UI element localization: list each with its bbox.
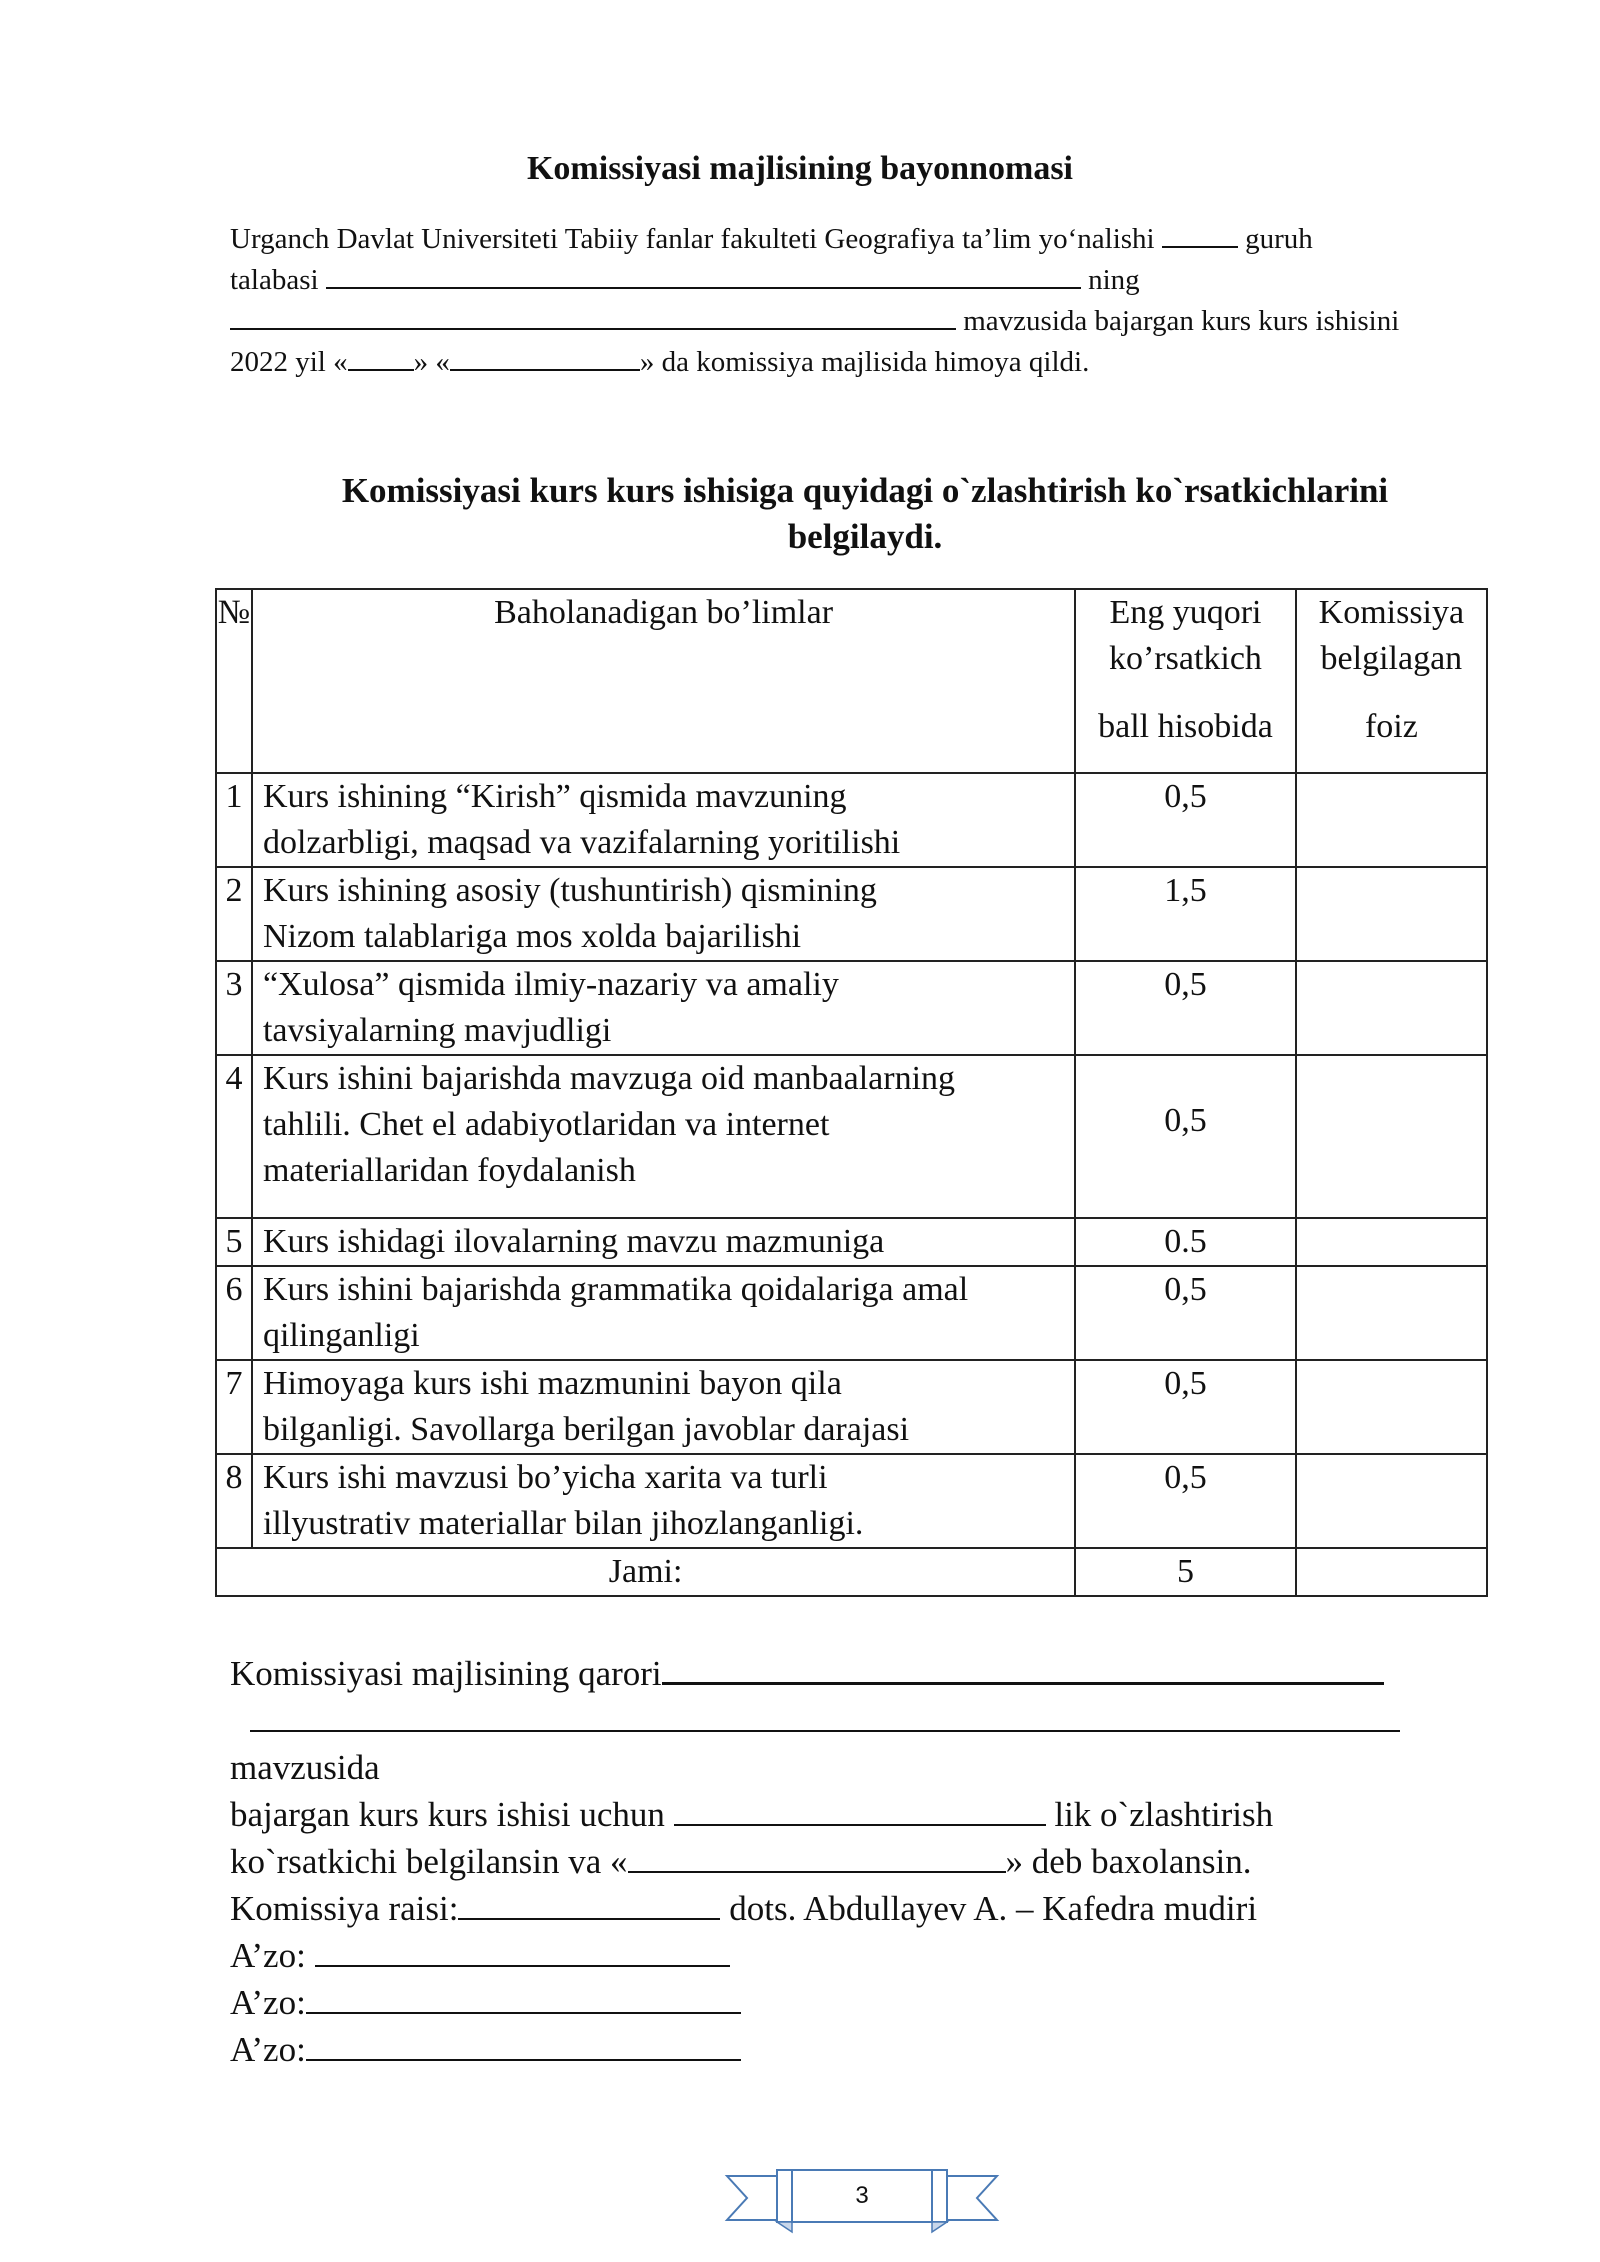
member-line-1: A’zo: [230, 1932, 1470, 1979]
decision-line-3: mavzusida [230, 1748, 380, 1787]
commission-cell [1296, 773, 1487, 867]
page-number: 3 [855, 2182, 869, 2209]
table-row: 8 Kurs ishi mavzusi bo’yicha xarita va turli illyustrativ materiallar bilan jihozlanganligi. 0,5 [216, 1454, 1487, 1548]
table-row: 3 “Xulosa” qismida ilmiy-nazariy va amaliy tavsiyalarning mavjudligi 0,5 [216, 961, 1487, 1055]
day-blank [348, 341, 414, 371]
assessment-table [215, 588, 1488, 1597]
commission-cell [1296, 1055, 1487, 1218]
intro-line-4: 2022 yil « » « » da komissiya majlisida himoya qildi. [230, 341, 1470, 382]
decision-line-1: Komissiyasi majlisining qarori [230, 1650, 1470, 1697]
student-name-blank [326, 259, 1081, 289]
table-row: 4 Kurs ishini bajarishda mavzuga oid manbaalarning tahlili. Chet el adabiyotlaridan va internet materiallaridan foydalanish 0,5 [216, 1055, 1487, 1218]
table-total-row [216, 1548, 1487, 1596]
table-row: 5 Kurs ishidagi ilovalarning mavzu mazmuniga 0.5 [216, 1218, 1487, 1266]
table-header-row [216, 589, 1487, 773]
topic-blank [230, 300, 956, 330]
decision-block [230, 1650, 1470, 2073]
grade-blank [628, 1843, 1006, 1873]
document-title: Komissiyasi majlisining bayonnomasi [526, 150, 1073, 187]
total-value: 5 [1075, 1548, 1296, 1596]
intro-line-3: mavzusida bajargan kurs kurs ishisini [230, 300, 1470, 341]
header-max-score: Eng yuqori ko’rsatkich ball hisobida [1075, 589, 1296, 773]
page-number-ribbon [722, 2162, 1002, 2234]
commission-total-cell [1296, 1548, 1487, 1596]
decision-line-6: Komissiya raisi: dots. Abdullayev A. – Kafedra mudiri [230, 1889, 1258, 1928]
table-row: 2 Kurs ishining asosiy (tushuntirish) qismining Nizom talablariga mos xolda bajarilishi 1,5 [216, 867, 1487, 961]
commission-cell [1296, 1454, 1487, 1548]
header-commission-percent: Komissiya belgilagan foiz [1296, 589, 1487, 773]
section-heading: Komissiyasi kurs kurs ishisiga quyidagi o`zlashtirish ko`rsatkichlarini belgilaydi. [341, 471, 1389, 556]
month-blank [450, 341, 640, 371]
decision-blank [662, 1654, 1384, 1685]
intro-line-2: talabasi ning [230, 259, 1470, 300]
group-blank [1162, 218, 1238, 248]
chair-signature-blank [458, 1890, 720, 1920]
commission-cell [1296, 1218, 1487, 1266]
header-number: № [216, 589, 252, 773]
header-sections: Baholanadigan bo’limlar [252, 589, 1075, 773]
member-line-2: A’zo: [230, 1979, 1470, 2026]
member-signature-blank [306, 1984, 741, 2014]
table-row: 7 Himoyaga kurs ishi mazmunini bayon qila bilganligi. Savollarga berilgan javoblar darajasi 0,5 [216, 1360, 1487, 1454]
decision-blank-2 [250, 1702, 1400, 1732]
total-label: Jami: [216, 1548, 1075, 1596]
member-signature-blank [315, 1937, 730, 1967]
table-row: 6 Kurs ishini bajarishda grammatika qoidalariga amal qilinganligi 0,5 [216, 1266, 1487, 1360]
decision-line-4: bajargan kurs kurs ishisi uchun lik o`zlashtirish [230, 1795, 1274, 1834]
table-row: 1 Kurs ishining “Kirish” qismida mavzuning dolzarbligi, maqsad va vazifalarning yoritilishi 0,5 [216, 773, 1487, 867]
commission-cell [1296, 961, 1487, 1055]
decision-line-5: ko`rsatkichi belgilansin va « » deb baxolansin. [230, 1842, 1252, 1881]
commission-cell [1296, 1266, 1487, 1360]
member-line-3: A’zo: [230, 2026, 1470, 2073]
percent-blank [674, 1796, 1046, 1826]
commission-cell [1296, 867, 1487, 961]
intro-line-1: Urganch Davlat Universiteti Tabiiy fanlar fakulteti Geografiya ta’lim yo‘nalishi guruh [230, 218, 1470, 259]
commission-cell [1296, 1360, 1487, 1454]
decision-line-2 [230, 1697, 1470, 1744]
member-signature-blank [306, 2031, 741, 2061]
intro-paragraph [230, 218, 1470, 382]
